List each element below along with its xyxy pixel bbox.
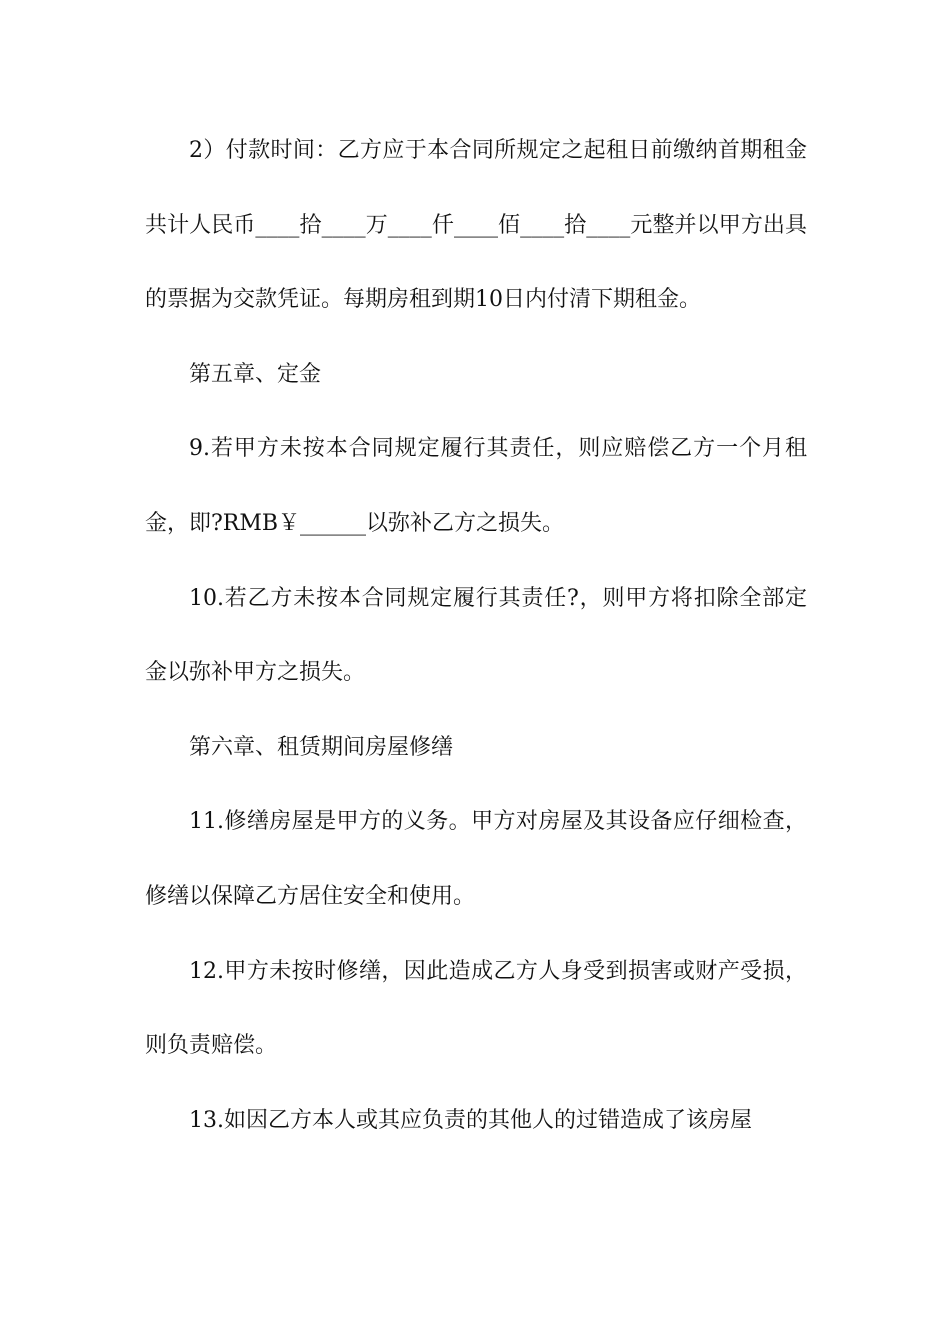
- paragraph-clause-10: 10.若乙方未按本合同规定履行其责任?，则甲方将扣除全部定金以弥补甲方之损失。: [145, 585, 807, 686]
- paragraph-clause-12: 12.甲方未按时修缮，因此造成乙方人身受到损害或财产受损，则负责赔偿。: [145, 958, 807, 1059]
- paragraph-clause-9: 9.若甲方未按本合同规定履行其责任，则应赔偿乙方一个月租金，即?RMB￥______以弥补乙方之损失。: [145, 436, 807, 536]
- paragraph-clause-11: 11.修缮房屋是甲方的义务。甲方对房屋及其设备应仔细检查，修缮以保障乙方居住安全和使用。: [145, 809, 807, 909]
- document-body: [145, 114, 807, 1158]
- heading-chapter-five-deposit: 第五章、定金: [189, 361, 322, 387]
- paragraph-payment-time: 2）付款时间：乙方应于本合同所规定之起租日前缴纳首期租金共计人民币____拾____万____仟____佰____拾____元整并以甲方出具的票据为交款凭证。每期房租到期10日内付清下期租金。: [145, 138, 807, 313]
- paragraph-clause-13: 13.如因乙方本人或其应负责的其他人的过错造成了该房屋: [189, 1107, 752, 1133]
- heading-chapter-six-repairs: 第六章、租赁期间房屋修缮: [189, 734, 454, 760]
